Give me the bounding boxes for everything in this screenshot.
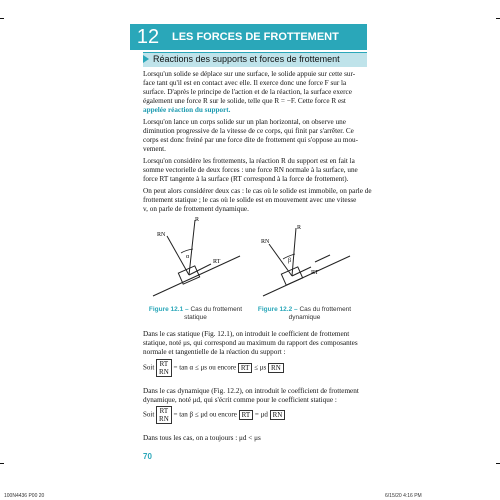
formula-middle: = tan α ≤ μs ou encore <box>173 363 237 372</box>
paragraph-line: normale et tangentielle de la réaction du support : <box>143 348 286 356</box>
label-rn: RN <box>157 232 166 238</box>
paragraph-line: vement. <box>143 145 166 153</box>
paragraph-line: statique, noté μs, qui correspond au maximum du rapport des composantes <box>143 339 358 347</box>
formula-soit: Soit <box>143 363 155 372</box>
chapter-number: 12 <box>130 24 166 50</box>
formula-fraction <box>156 359 172 377</box>
paragraph-line: Lorsqu'on considère les frottements, la réaction R du support est en fait la <box>143 157 355 165</box>
figure-caption-dynamic <box>252 306 357 322</box>
paragraph-line: également une force R sur le solide, telle que R = −F. Cette force R est <box>143 97 346 105</box>
label-rt: RT <box>213 259 221 265</box>
label-r: R <box>297 225 302 231</box>
fraction-denominator: RN <box>159 368 169 376</box>
figure-caption-static <box>143 306 248 322</box>
page-number: 70 <box>143 452 152 461</box>
crop-mark <box>496 463 500 464</box>
paragraph-line: Lorsqu'un solide se déplace sur une surface, le solide appuie sur cette sur- <box>143 70 356 78</box>
label-beta: β <box>288 258 292 264</box>
formula-fraction <box>156 406 172 424</box>
crop-mark <box>496 18 500 19</box>
paragraph-line: diminution progressive de la vitesse de ce corps, qui finit par s'arrêter. Ce <box>143 127 354 135</box>
figure-label: Figure 12.1 – <box>148 306 189 313</box>
formula-static <box>143 359 284 377</box>
chapter-title: LES FORCES DE FROTTEMENT <box>166 24 367 50</box>
formula-norm: RN <box>268 363 284 373</box>
paragraph-line: Dans le cas dynamique (Fig. 12.2), on introduit le coefficient de frottement <box>143 387 359 395</box>
section-bullet-icon <box>143 55 149 63</box>
paragraph-line: On peut alors considérer deux cas : le cas où le solide est immobile, on parle de <box>143 187 372 195</box>
paragraph-line: Dans le cas statique (Fig. 12.1), on introduit le coefficient de frottement <box>143 330 350 338</box>
formula-operator: ≤ μs <box>254 363 267 372</box>
crop-mark <box>0 18 4 19</box>
formula-norm: RN <box>270 410 286 420</box>
footer-right: 6/15/20 4:16 PM <box>385 493 422 499</box>
formula-soit: Soit <box>143 410 155 419</box>
fraction-numerator: RT <box>159 360 169 368</box>
section-title: Réactions des supports et forces de frottement <box>153 54 340 64</box>
label-r: R <box>195 217 200 223</box>
formula-middle: = tan β ≤ μd ou encore <box>173 410 237 419</box>
figure-caption-text: Cas du frottement dynamique <box>288 306 352 321</box>
footer-left: 100N4436 P00 20 <box>4 493 45 499</box>
paragraph-line: surface. D'après le principe de l'action et de la réaction, la surface exerce <box>143 88 352 96</box>
fraction-numerator: RT <box>159 407 169 415</box>
paragraph-line: corps est donc freiné par une force dite de frottement qui s'oppose au mou- <box>143 136 359 144</box>
paragraph-line: Lorsqu'on lance un corps solide sur un plan horizontal, on observe une <box>143 118 346 126</box>
formula-dynamic <box>143 406 285 424</box>
paragraph-line: force RT tangente à la surface (RT correspond à la force de frottement). <box>143 175 349 183</box>
paragraph-line: v, on parle de frottement dynamique. <box>143 205 249 213</box>
formula-operator: = μd <box>254 410 268 419</box>
formula-norm: RT <box>239 410 254 420</box>
figure-label: Figure 12.2 – <box>257 306 298 313</box>
label-rt: RT <box>311 270 319 276</box>
paragraph-line: face tant qu'il est en contact avec elle. Il exerce donc une force F sur la <box>143 79 347 87</box>
label-rn: RN <box>261 239 270 245</box>
figure-caption-text: Cas du frottement statique <box>184 306 243 321</box>
label-alpha: α <box>186 254 190 260</box>
figure-static-diagram <box>145 212 245 304</box>
paragraph-line: dynamique, noté μd, qui s'écrit comme pour le coefficient statique : <box>143 396 337 404</box>
paragraph-line: somme vectorielle de deux forces : une force RN normale à la surface, une <box>143 166 358 174</box>
fraction-denominator: RN <box>159 415 169 423</box>
figure-dynamic-diagram <box>255 212 355 304</box>
paragraph-line-highlight: appelée réaction du support. <box>143 106 231 114</box>
crop-mark <box>0 463 4 464</box>
paragraph-line: frottement statique ; le cas où le solide est en mouvement avec une vitesse <box>143 196 357 204</box>
conclusion-line: Dans tous les cas, on a toujours : μd < μs <box>143 434 261 442</box>
formula-norm: RT <box>238 363 253 373</box>
